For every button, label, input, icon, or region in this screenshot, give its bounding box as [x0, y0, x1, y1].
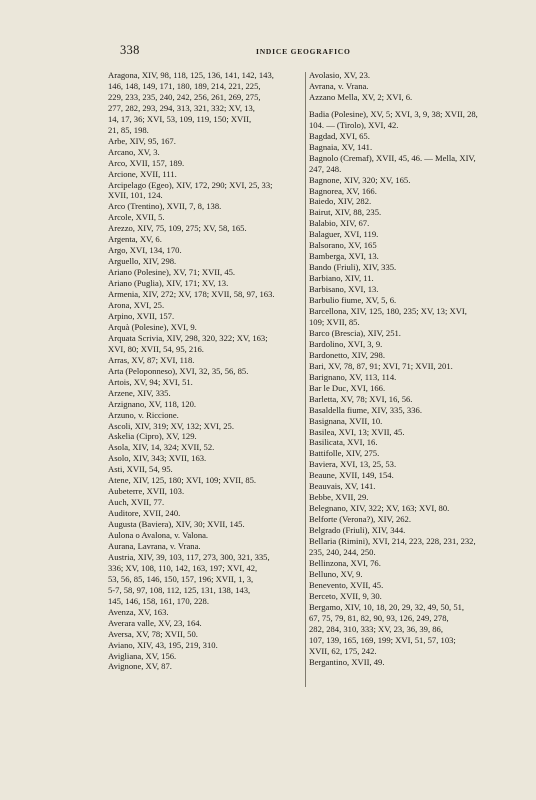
index-entry: [108, 158, 304, 169]
index-entry: [309, 372, 515, 383]
index-entry-line: 235, 240, 244, 250.: [309, 546, 376, 557]
index-entry: [108, 519, 304, 530]
index-entry-line: Bari, XV, 78, 87, 91; XVI, 71; XVII, 201.: [309, 360, 453, 371]
index-entry: [309, 569, 515, 580]
index-entry: [108, 497, 304, 508]
index-entry: [108, 607, 304, 618]
index-entry: [309, 339, 515, 350]
index-entry-line: Bando (Friuli), XIV, 335.: [309, 262, 397, 273]
index-entry-line: Azzano Mella, XV, 2; XVI, 6.: [309, 91, 413, 102]
index-entry: [108, 464, 304, 475]
index-entry-line: 14, 17, 36; XVI, 53, 109, 119, 150; XVII,: [108, 113, 252, 124]
index-entry-line: Baviera, XVI, 13, 25, 53.: [309, 459, 397, 470]
index-entry: [309, 175, 515, 186]
index-entry-line: Avrana, v. Vrana.: [309, 80, 369, 91]
index-entry-line: Battifolle, XIV, 275.: [309, 448, 380, 459]
index-entry: [108, 180, 304, 202]
index-entry: [309, 273, 515, 284]
index-entry: [108, 136, 304, 147]
index-entry-line: Berceto, XVII, 9, 30.: [309, 590, 382, 601]
index-entry: [309, 361, 515, 372]
index-entry: [309, 470, 515, 481]
index-entry: [309, 284, 515, 295]
index-entry-line: Austria, XIV, 39, 103, 117, 273, 300, 321, 335,: [108, 551, 270, 562]
index-entry-line: Atene, XIV, 125, 180; XVI, 109; XVII, 85.: [108, 475, 257, 486]
index-entry: [309, 92, 515, 103]
index-entry: [108, 640, 304, 651]
index-entry-line: Avigliana, XV, 156.: [108, 650, 177, 661]
index-entry-line: Artois, XV, 94; XVI, 51.: [108, 376, 193, 387]
index-entry: [309, 109, 515, 131]
index-entry-line: Avignone, XV, 87.: [108, 661, 172, 672]
index-entry: [309, 70, 515, 81]
index-entry: [309, 207, 515, 218]
index-entry-line: Arzignano, XV, 118, 120.: [108, 398, 197, 409]
index-entry-line: Basilicata, XVI, 16.: [309, 437, 378, 448]
index-entry-line: Augusta (Baviera), XIV, 30; XVII, 145.: [108, 519, 245, 530]
index-entry-line: Aubeterre, XVII, 103.: [108, 486, 185, 497]
index-entry-line: 146, 148, 149, 171, 180, 189, 214, 221, 225,: [108, 80, 261, 91]
index-entry: [309, 196, 515, 207]
index-entry-line: Arquà (Polesine), XVI, 9.: [108, 321, 197, 332]
index-entry-line: 336; XV, 108, 110, 142, 163, 197; XVI, 42,: [108, 562, 258, 573]
index-entry-line: Bar le Duc, XVI, 166.: [309, 382, 386, 393]
index-entry: [309, 142, 515, 153]
index-entry-line: Bardolino, XVI, 3, 9.: [309, 338, 383, 349]
index-entry: [309, 383, 515, 394]
index-entry-line: Bagdad, XVI, 65.: [309, 130, 370, 141]
index-entry-line: Bellaria (Rimini), XVI, 214, 223, 228, 231, 232,: [309, 536, 476, 547]
index-entry-line: Barbiano, XIV, 11.: [309, 273, 374, 284]
index-entry-line: 277, 282, 293, 294, 313, 321, 332; XV, 13,: [108, 102, 255, 113]
index-entry-line: Auch, XVII, 77.: [108, 497, 165, 508]
index-entry-line: Arguello, XIV, 298.: [108, 256, 177, 267]
column-divider: [305, 72, 306, 687]
index-entry-line: Ascoli, XIV, 319; XV, 132; XVI, 25.: [108, 420, 234, 431]
index-entry-line: Belluno, XV, 9.: [309, 568, 363, 579]
index-entry-line: Baiedo, XIV, 282.: [309, 196, 372, 207]
index-entry: [108, 355, 304, 366]
index-entry: [309, 186, 515, 197]
index-entry-line: 5-7, 58, 97, 108, 112, 125, 131, 138, 143,: [108, 584, 251, 595]
index-entry-line: XVII, 101, 124.: [108, 190, 163, 201]
index-entry: [108, 169, 304, 180]
index-entry: [108, 377, 304, 388]
index-entry-line: Auditore, XVII, 240.: [108, 508, 181, 519]
index-entry: [108, 311, 304, 322]
index-entry: [108, 234, 304, 245]
index-entry-line: Barcellona, XIV, 125, 180, 235; XV, 13; XVI,: [309, 306, 467, 317]
index-entry-line: Barignano, XV, 113, 114.: [309, 371, 397, 382]
index-entry: [108, 421, 304, 432]
index-entry-line: Aurana, Lavrana, v. Vrana.: [108, 540, 201, 551]
index-entry-line: Arco, XVII, 157, 189.: [108, 157, 185, 168]
index-entry: [108, 300, 304, 311]
index-entry: [108, 322, 304, 333]
index-entry: [108, 399, 304, 410]
index-entry: [108, 475, 304, 486]
index-entry-line: Averara valle, XV, 23, 164.: [108, 617, 202, 628]
index-entry: [309, 525, 515, 536]
index-entry-line: Bairut, XIV, 88, 235.: [309, 207, 382, 218]
index-entry: [309, 350, 515, 361]
index-entry-line: Arquata Scrivia, XIV, 298, 320, 322; XV, 163;: [108, 332, 268, 343]
index-entry-line: Aragona, XIV, 98, 118, 125, 136, 141, 142, 143,: [108, 70, 274, 80]
index-entry: [309, 394, 515, 405]
index-entry-line: 145, 146, 158, 161, 170, 228.: [108, 595, 209, 606]
index-entry: [108, 442, 304, 453]
index-entry: [309, 229, 515, 240]
index-entry-line: Ariano (Polesine), XV, 71; XVII, 45.: [108, 267, 236, 278]
index-entry-line: Bagnaia, XV, 141.: [309, 141, 373, 152]
index-entry: [108, 212, 304, 223]
index-entry: [108, 651, 304, 662]
index-entry-line: Bamberga, XVI, 13.: [309, 251, 379, 262]
index-entry-line: Bagnolo (Cremaf), XVII, 45, 46. — Mella, XIV,: [309, 152, 476, 163]
index-entry: [309, 503, 515, 514]
index-entry-line: Arezzo, XIV, 75, 109, 275; XV, 58, 165.: [108, 223, 247, 234]
index-entry-line: Avolasio, XV, 23.: [309, 70, 371, 80]
index-entry-line: Avenza, XV, 163.: [108, 606, 169, 617]
index-entry-line: Balaguer, XVI, 119.: [309, 229, 379, 240]
index-entry: [108, 410, 304, 421]
index-entry-line: Barco (Brescia), XIV, 251.: [309, 327, 401, 338]
index-entry: [108, 333, 304, 355]
index-entry-line: Arras, XV, 87; XVI, 118.: [108, 354, 195, 365]
index-entry-line: Asola, XIV, 14, 324; XVII, 52.: [108, 442, 215, 453]
index-entry-line: Aversa, XV, 78; XVII, 50.: [108, 628, 198, 639]
index-entry-line: Aviano, XIV, 43, 195, 219, 310.: [108, 639, 218, 650]
index-entry: [309, 218, 515, 229]
index-entry-line: Barbisano, XVI, 13.: [309, 284, 379, 295]
index-entry: [309, 536, 515, 558]
index-entry: [108, 486, 304, 497]
index-entry: [108, 629, 304, 640]
index-entry-line: 104. — (Tirolo), XVI, 42.: [309, 119, 399, 130]
index-entry-line: Ariano (Puglia), XIV, 171; XV, 13.: [108, 278, 229, 289]
index-entry-line: Arzene, XIV, 335.: [108, 387, 171, 398]
index-entry-line: Belforte (Verona?), XIV, 262.: [309, 514, 411, 525]
index-entry-line: Bergamo, XIV, 10, 18, 20, 29, 32, 49, 50, 51,: [309, 601, 465, 612]
index-entry-line: Arona, XVI, 25.: [108, 300, 165, 311]
index-entry-line: Bellinzona, XVI, 76.: [309, 557, 381, 568]
running-title: INDICE GEOGRAFICO: [256, 47, 351, 56]
index-entry: [108, 388, 304, 399]
index-entry: [309, 591, 515, 602]
index-entry-line: Bardonetto, XIV, 298.: [309, 349, 385, 360]
index-entry-line: Arpino, XVII, 157.: [108, 310, 175, 321]
index-entry-line: Benevento, XVII, 45.: [309, 579, 384, 590]
index-entry: [108, 661, 304, 672]
index-entry: [309, 416, 515, 427]
index-entry: [309, 437, 515, 448]
index-entry-line: Arcipelago (Egeo), XIV, 172, 290; XVI, 25, 33;: [108, 179, 273, 190]
index-entry-line: Bagnorea, XV, 166.: [309, 185, 377, 196]
index-entry-line: Aulona o Avalona, v. Valona.: [108, 530, 209, 541]
index-entry: [108, 223, 304, 234]
index-entry-line: Barletta, XV, 78; XVI, 16, 56.: [309, 393, 413, 404]
index-entry: [108, 147, 304, 158]
page-number: 338: [120, 43, 140, 57]
index-entry: [108, 70, 304, 136]
index-entry-line: Asolo, XIV, 343; XVII, 163.: [108, 453, 207, 464]
index-entry: [108, 245, 304, 256]
index-column-right: [309, 70, 515, 667]
index-column-left: [108, 70, 304, 672]
index-entry-line: Barbulio fiume, XV, 5, 6.: [309, 295, 397, 306]
index-entry: [309, 306, 515, 328]
index-entry-line: XVI, 80; XVII, 54, 95, 216.: [108, 343, 204, 354]
index-entry-line: Bergantino, XVII, 49.: [309, 656, 385, 667]
index-entry-line: 67, 75, 79, 81, 82, 90, 93, 126, 249, 278,: [309, 612, 449, 623]
index-entry-line: Badia (Polesine), XV, 5; XVI, 3, 9, 38; XVII, 28,: [309, 108, 478, 119]
index-entry: [108, 366, 304, 377]
index-entry-line: Argo, XVI, 134, 170.: [108, 245, 182, 256]
index-entry: [309, 328, 515, 339]
index-entry-line: Bebbe, XVII, 29.: [309, 492, 369, 503]
index-entry-line: Arzuno, v. Riccione.: [108, 409, 179, 420]
index-entry: [108, 267, 304, 278]
index-entry: [309, 448, 515, 459]
index-entry-line: 247, 248.: [309, 163, 342, 174]
index-entry-line: Arcole, XVII, 5.: [108, 212, 165, 223]
index-entry-line: Basignana, XVII, 10.: [309, 415, 383, 426]
index-entry-line: Arcano, XV, 3.: [108, 146, 160, 157]
index-entry-line: Arbe, XIV, 95, 167.: [108, 135, 176, 146]
index-entry-line: Belegnano, XIV, 322; XV, 163; XVI, 80.: [309, 503, 450, 514]
index-entry-line: Balsorano, XV, 165: [309, 240, 377, 251]
index-entry-line: 109; XVII, 85.: [309, 316, 360, 327]
index-entry-line: Beaune, XVII, 149, 154.: [309, 470, 394, 481]
index-entry: [108, 541, 304, 552]
index-entry-line: Argenta, XV, 6.: [108, 234, 162, 245]
index-entry-line: 282, 284, 310, 333; XV, 23, 36, 39, 86,: [309, 623, 444, 634]
index-entry: [309, 81, 515, 92]
index-entry-line: Armenia, XIV, 272; XV, 178; XVII, 58, 97, 163.: [108, 289, 275, 300]
index-entry: [108, 289, 304, 300]
index-entry: [309, 580, 515, 591]
index-entry: [108, 201, 304, 212]
index-entry: [309, 131, 515, 142]
index-entry-line: Bagnone, XIV, 320; XV, 165.: [309, 174, 411, 185]
index-entry: [309, 558, 515, 569]
index-entry: [309, 459, 515, 470]
index-entry: [309, 251, 515, 262]
index-entry: [108, 431, 304, 442]
index-entry: [309, 295, 515, 306]
index-entry: [108, 453, 304, 464]
index-entry-line: Basilea, XVI, 13; XVII, 45.: [309, 426, 405, 437]
index-entry-line: 53, 56, 85, 146, 150, 157, 196; XVII, 1, 3,: [108, 573, 254, 584]
index-entry: [108, 508, 304, 519]
index-entry: [108, 552, 304, 607]
index-entry: [108, 278, 304, 289]
index-entry: [108, 256, 304, 267]
index-entry-line: Beauvais, XV, 141.: [309, 481, 376, 492]
index-entry-line: 21, 85, 198.: [108, 124, 149, 135]
index-entry: [108, 530, 304, 541]
index-entry-line: Belgrado (Friuli), XIV, 344.: [309, 525, 406, 536]
index-entry: [309, 514, 515, 525]
index-entry: [309, 481, 515, 492]
index-entry: [309, 602, 515, 657]
index-entry: [309, 240, 515, 251]
index-entry-line: Arta (Peloponneso), XVI, 32, 35, 56, 85.: [108, 365, 249, 376]
index-entry-line: Arco (Trentino), XVII, 7, 8, 138.: [108, 201, 222, 212]
index-entry: [309, 427, 515, 438]
index-entry: [309, 153, 515, 175]
index-entry: [309, 657, 515, 668]
index-entry-line: Askelia (Cipro), XV, 129.: [108, 431, 197, 442]
index-entry-line: 107, 139, 165, 169, 199; XVI, 51, 57, 103;: [309, 634, 456, 645]
index-entry-line: Asti, XVII, 54, 95.: [108, 464, 173, 475]
index-entry-line: Basaldella fiume, XIV, 335, 336.: [309, 404, 422, 415]
index-entry-line: XVII, 62, 175, 242.: [309, 645, 377, 656]
index-entry-line: 229, 233, 235, 240, 242, 256, 261, 269, 275,: [108, 91, 261, 102]
index-entry-line: Balabio, XIV, 67.: [309, 218, 370, 229]
index-entry: [309, 405, 515, 416]
index-entry-line: Arcione, XVII, 111.: [108, 168, 177, 179]
index-entry: [108, 618, 304, 629]
index-entry: [309, 262, 515, 273]
index-entry: [309, 492, 515, 503]
